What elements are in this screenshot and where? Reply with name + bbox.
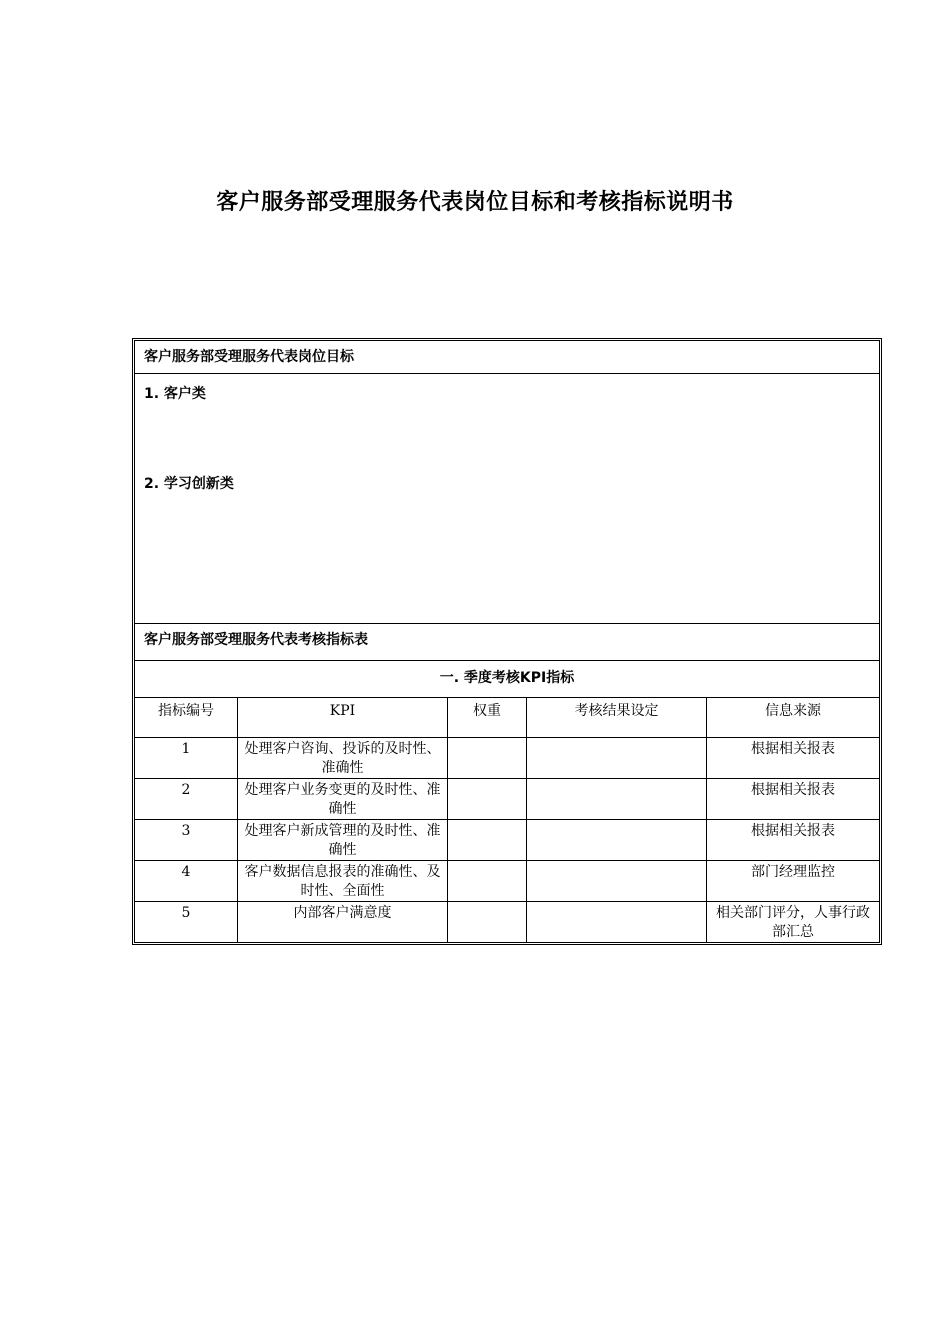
column-header-weight: 权重 (448, 698, 527, 738)
column-header-kpi: KPI (238, 698, 448, 738)
row-source: 根据相关报表 (707, 738, 880, 779)
kpi-table-header-row (135, 698, 880, 738)
assessment-header: 客户服务部受理服务代表考核指标表 (134, 623, 880, 660)
kpi-table (134, 697, 880, 943)
row-source: 根据相关报表 (707, 820, 880, 861)
column-header-id: 指标编号 (135, 698, 238, 738)
row-result (527, 902, 707, 943)
row-kpi: 处理客户新成管理的及时性、准确性 (238, 820, 448, 861)
row-weight (448, 738, 527, 779)
row-source: 根据相关报表 (707, 779, 880, 820)
table-row (135, 902, 880, 943)
goal-item-learning: 2. 学习创新类 (144, 476, 234, 492)
quarter-kpi-title: 一. 季度考核KPI指标 (134, 660, 880, 697)
row-weight (448, 820, 527, 861)
goals-body (134, 373, 880, 623)
row-source: 部门经理监控 (707, 861, 880, 902)
row-kpi: 处理客户业务变更的及时性、准确性 (238, 779, 448, 820)
table-row (135, 779, 880, 820)
row-weight (448, 902, 527, 943)
row-kpi: 客户数据信息报表的准确性、及时性、全面性 (238, 861, 448, 902)
row-id: 2 (135, 779, 238, 820)
row-id: 4 (135, 861, 238, 902)
row-result (527, 820, 707, 861)
goals-header: 客户服务部受理服务代表岗位目标 (134, 340, 880, 373)
row-id: 5 (135, 902, 238, 943)
row-result (527, 738, 707, 779)
row-id: 1 (135, 738, 238, 779)
row-weight (448, 861, 527, 902)
kpi-document-table (132, 338, 882, 945)
row-source: 相关部门评分，人事行政部汇总 (707, 902, 880, 943)
row-result (527, 861, 707, 902)
table-row (135, 861, 880, 902)
table-row (135, 738, 880, 779)
table-row (135, 820, 880, 861)
row-kpi: 内部客户满意度 (238, 902, 448, 943)
column-header-result: 考核结果设定 (527, 698, 707, 738)
row-kpi: 处理客户咨询、投诉的及时性、准确性 (238, 738, 448, 779)
document-title: 客户服务部受理服务代表岗位目标和考核指标说明书 (216, 190, 734, 215)
row-id: 3 (135, 820, 238, 861)
goal-item-customer: 1. 客户类 (144, 386, 206, 402)
column-header-source: 信息来源 (707, 698, 880, 738)
row-weight (448, 779, 527, 820)
row-result (527, 779, 707, 820)
